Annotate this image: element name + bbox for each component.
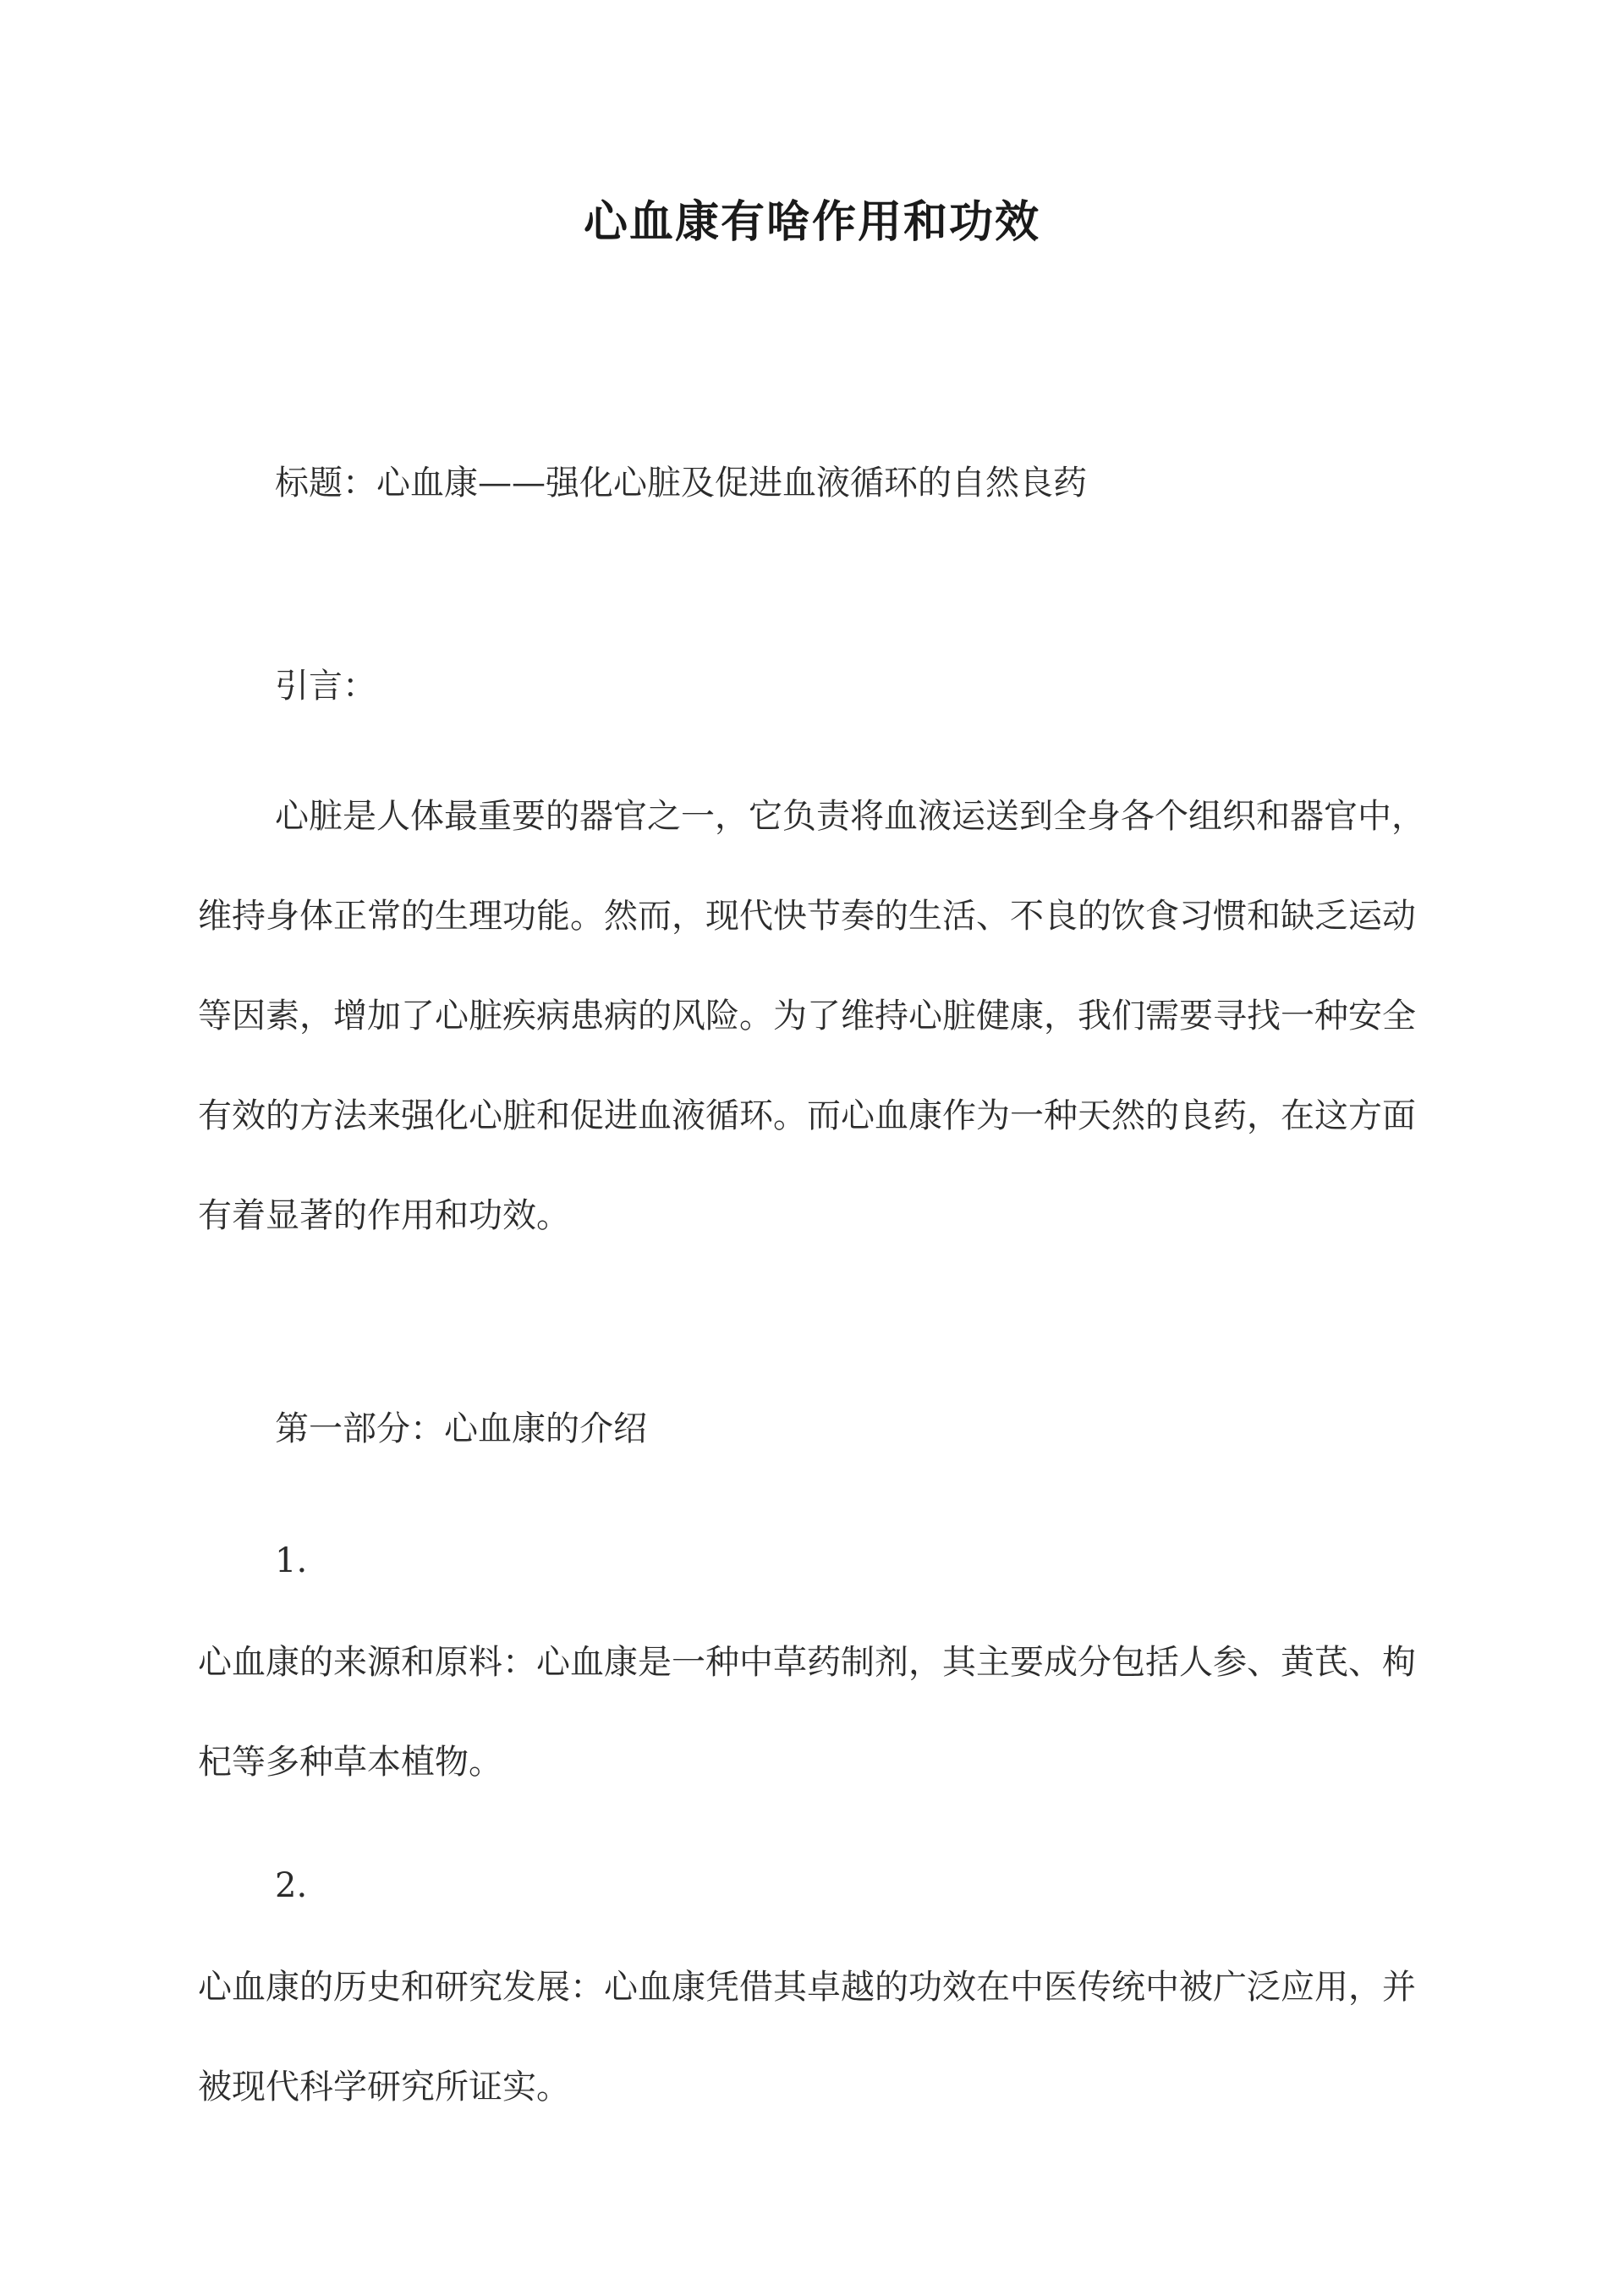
list-item-number: 1. bbox=[275, 1541, 308, 1580]
intro-paragraph: 心脏是人体最重要的器官之一，它负责将血液运送到全身各个组织和器官中，维持身体正常的生理功能。然而，现代快节奏的生活、不良的饮食习惯和缺乏运动等因素，增加了心脏疾病患病的风险。为了维持心脏健康，我们需要寻找一种安全有效的方法来强化心脏和促进血液循环。而心血康作为一种天然的良药，在这方面有着显著的作用和功效。 bbox=[198, 797, 1425, 1235]
section-heading: 第一部分：心血康的介绍 bbox=[275, 1409, 647, 1448]
list-item-number: 2. bbox=[275, 1866, 308, 1905]
intro-heading: 引言： bbox=[275, 667, 376, 706]
list-item-text: 心血康的来源和原料：心血康是一种中草药制剂，其主要成分包括人参、黄芪、枸杞等多种草本植物。 bbox=[198, 1643, 1416, 1782]
list-item-text: 心血康的历史和研究发展：心血康凭借其卓越的功效在中医传统中被广泛应用，并被现代科学研究所证实。 bbox=[198, 1968, 1416, 2106]
subtitle-line: 标题：心血康——强化心脏及促进血液循环的自然良药 bbox=[275, 464, 1087, 503]
document-title: 心血康有啥作用和功效 bbox=[583, 196, 1040, 248]
